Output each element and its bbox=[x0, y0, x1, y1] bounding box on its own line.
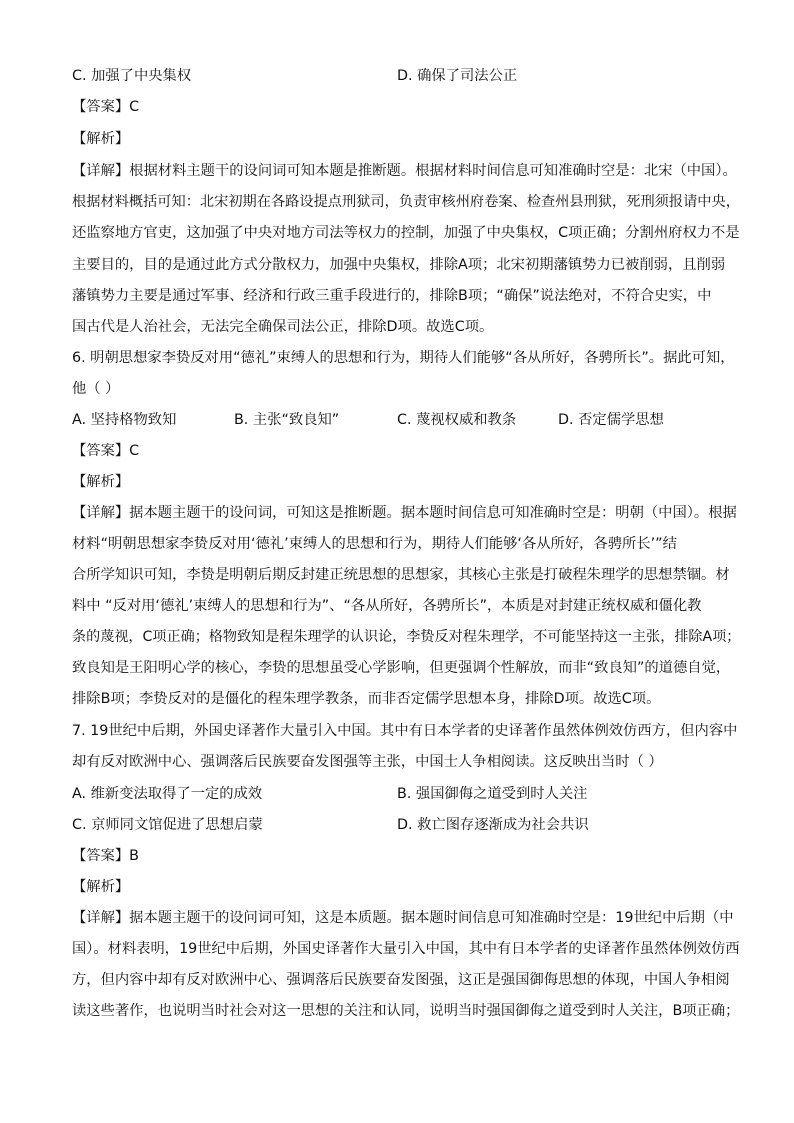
q7-answer: 【答案】B bbox=[72, 848, 139, 864]
q7-detail-line: 【详解】据本题主题干的设问词可知，这是本质题。据本题时间信息可知准确时空是：19世纪中后期（中 bbox=[72, 910, 734, 926]
q5-detail-line: 国古代是人治社会，无法完全确保司法公正，排除D项。故选C项。 bbox=[72, 319, 494, 335]
q6-detail-line: 合所学知识可知，李贽是明朝后期反封建正统思想的思想家，其核心主张是打破程朱理学的思想禁锢。材 bbox=[72, 567, 730, 583]
q5-detail-line: 【详解】根据材料主题干的设问词可知本题是推断题。根据材料时间信息可知准确时空是：北宋（中国）。 bbox=[72, 163, 737, 179]
q6-detail-line: 材料“明朝思想家李贽反对用‘德礼’束缚人的思想和行为，期待人们能够‘各从所好，各骋所长’”结 bbox=[72, 536, 677, 552]
q7-stem-line: 7. 19世纪中后期，外国史译著作大量引入中国。其中有日本学者的史译著作虽然体例效仿西方，但内容中 bbox=[72, 723, 738, 739]
q7-option-a: A. 维新变法取得了一定的成效 bbox=[72, 786, 263, 802]
q7-option-c: C. 京师同文馆促进了思想启蒙 bbox=[72, 817, 263, 833]
q5-detail-line: 根据材料概括可知：北宋初期在各路设提点刑狱司，负责审核州府卷案、检查州县刑狱，死刑须报请中央， bbox=[72, 194, 740, 210]
q5-detail-line: 藩镇势力主要是通过军事、经济和行政三重手段进行的，排除B项；“确保”说法绝对，不符合史实，中 bbox=[72, 288, 712, 304]
q6-stem-line: 他（ ） bbox=[72, 381, 120, 397]
q6-option-a: A. 坚持格物致知 bbox=[72, 412, 177, 428]
q6-option-c: C. 蔑视权威和教条 bbox=[397, 412, 517, 428]
q7-option-b: B. 强国御侮之道受到时人关注 bbox=[397, 786, 588, 802]
q7-detail-line: 读这些著作，也说明当时社会对这一思想的关注和认同，说明当时强国御侮之道受到时人关注，B项正确； bbox=[72, 1003, 740, 1019]
q6-answer: 【答案】C bbox=[72, 443, 140, 459]
q7-option-d: D. 救亡图存逐渐成为社会共识 bbox=[397, 817, 589, 833]
q7-analysis-label: 【解析】 bbox=[72, 879, 130, 895]
q6-detail-line: 条的蔑视，C项正确；格物致知是程朱理学的认识论，李贽反对程朱理学，不可能坚持这一主张，排除A项； bbox=[72, 629, 741, 645]
q6-option-b: B. 主张“致良知” bbox=[234, 412, 340, 428]
q6-detail-line: 料中 “反对用‘德礼’束缚人的思想和行为”、“各从所好，各骋所长”，本质是对封建正统权威和僵化教 bbox=[72, 598, 702, 614]
q5-option-c: C. 加强了中央集权 bbox=[72, 68, 192, 84]
q5-detail-line: 主要目的，目的是通过此方式分散权力，加强中央集权，排除A项；北宋初期藩镇势力已被削弱，且削弱 bbox=[72, 257, 726, 273]
q5-detail-line: 还监察地方官吏，这加强了中央对地方司法等权力的控制，加强了中央集权，C项正确；分割州府权力不是 bbox=[72, 225, 740, 241]
q6-stem-line: 6. 明朝思想家李贽反对用“德礼”束缚人的思想和行为，期待人们能够“各从所好，各骋所长”。据此可知， bbox=[72, 350, 735, 366]
q6-detail-line: 【详解】据本题主题干的设问词，可知这是推断题。据本题时间信息可知准确时空是：明朝（中国）。根据 bbox=[72, 505, 737, 521]
q6-detail-line: 致良知是王阳明心学的核心，李贽的思想虽受心学影响，但更强调个性解放，而非“致良知”的道德自觉， bbox=[72, 660, 731, 676]
q7-detail-line: 方，但内容中却有反对欧洲中心、强调落后民族要奋发图强，这正是强国御侮思想的体现，中国人争相阅 bbox=[72, 972, 730, 988]
q6-detail-line: 排除B项；李贽反对的是僵化的程朱理学教条，而非否定儒学思想本身，排除D项。故选C项。 bbox=[72, 691, 661, 707]
q5-analysis-label: 【解析】 bbox=[72, 131, 130, 147]
q6-option-d: D. 否定儒学思想 bbox=[558, 412, 664, 428]
q7-stem-line: 却有反对欧洲中心、强调落后民族要奋发图强等主张，中国士人争相阅读。这反映出当时（ ） bbox=[72, 754, 663, 770]
q6-analysis-label: 【解析】 bbox=[72, 474, 130, 490]
q5-answer: 【答案】C bbox=[72, 99, 140, 115]
q7-detail-line: 国）。材料表明，19世纪中后期，外国史译著作大量引入中国，其中有日本学者的史译著作虽然体例效仿西 bbox=[72, 941, 740, 957]
q5-option-d: D. 确保了司法公正 bbox=[397, 68, 518, 84]
